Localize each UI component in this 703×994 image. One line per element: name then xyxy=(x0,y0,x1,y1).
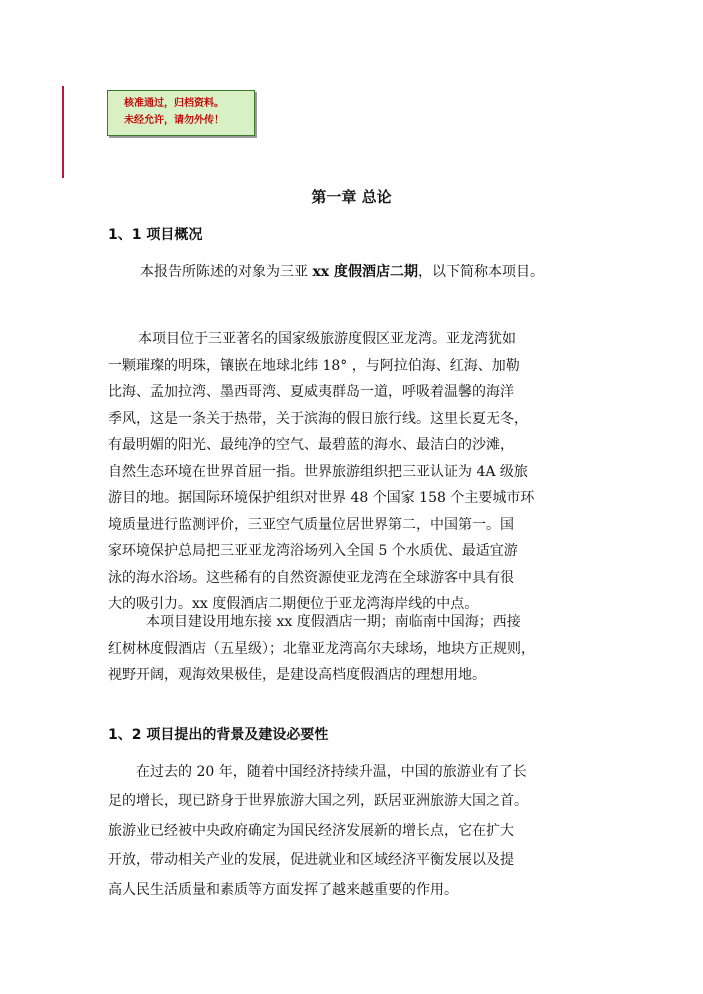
paragraph-line: 比海、孟加拉湾、墨西哥湾、夏威夷群岛一道，呼吸着温馨的海洋 xyxy=(108,384,514,400)
paragraph-line: 足的增长，现已跻身于世界旅游大国之列，跃居亚洲旅游大国之首。 xyxy=(108,793,528,810)
paragraph-line: 红树林度假酒店（五星级）；北靠亚龙湾高尔夫球场，地块方正规则， xyxy=(108,640,535,657)
paragraph-line: 旅游业已经被中央政府确定为国民经济发展新的增长点，它在扩大 xyxy=(108,822,514,839)
paragraph-line: 游目的地。据国际环境保护组织对世界 48 个国家 158 个主要城市环 xyxy=(108,490,535,506)
section-1-heading: 1、1 项目概况 xyxy=(108,227,203,243)
paragraph-line: 家环境保护总局把三亚亚龙湾浴场列入全国 5 个水质优、最适宜游 xyxy=(108,543,518,559)
paragraph-line: 季风，这是一条关于热带，关于滨海的假日旅行线。这里长夏无冬， xyxy=(108,410,528,427)
intro-prefix: 本报告所陈述的对象为三亚 xyxy=(140,264,313,280)
paragraph-line: 一颗璀璨的明珠，镶嵌在地球北纬 18° ，与阿拉伯海、红海、加勒 xyxy=(108,357,520,374)
confidential-stamp xyxy=(107,90,255,136)
stamp-line-2: 未经允许，请勿外传！ xyxy=(124,115,224,126)
section-2-heading: 1、2 项目提出的背景及建设必要性 xyxy=(108,727,329,743)
project-name: xx 度假酒店二期 xyxy=(312,264,419,280)
margin-line xyxy=(62,86,64,178)
paragraph-line: 本项目建设用地东接 xx 度假酒店一期；南临南中国海；西接 xyxy=(146,614,521,630)
chapter-title: 第一章 总论 xyxy=(311,188,392,206)
intro-suffix: ，以下简称本项目。 xyxy=(418,264,545,280)
paragraph-line: 视野开阔，观海效果极佳，是建设高档度假酒店的理想用地。 xyxy=(108,667,486,683)
paragraph-line: 自然生态环境在世界首屈一指。世界旅游组织把三亚认证为 4A 级旅 xyxy=(108,463,528,480)
section-1-paragraph-1 xyxy=(108,326,534,618)
paragraph-line: 大的吸引力。xx 度假酒店二期便位于亚龙湾海岸线的中点。 xyxy=(108,596,479,612)
paragraph-line: 有最明媚的阳光、最纯净的空气、最碧蓝的海水、最洁白的沙滩， xyxy=(108,437,514,453)
paragraph-line: 本项目位于三亚著名的国家级旅游度假区亚龙湾。亚龙湾犹如 xyxy=(138,331,516,347)
paragraph-line: 泳的海水浴场。这些稀有的自然资源使亚龙湾在全球游客中具有很 xyxy=(108,569,514,586)
section-1-intro xyxy=(140,259,544,286)
stamp-line-1: 核准通过，归档资料。 xyxy=(124,98,224,109)
paragraph-line: 境质量进行监测评价，三亚空气质量位居世界第二，中国第一。国 xyxy=(108,516,514,533)
paragraph-line: 在过去的 20 年，随着中国经济持续升温，中国的旅游业有了长 xyxy=(136,764,527,780)
section-2-paragraph xyxy=(108,758,528,905)
section-1-paragraph-2 xyxy=(108,609,535,689)
paragraph-line: 开放，带动相关产业的发展，促进就业和区域经济平衡发展以及提 xyxy=(108,852,514,869)
paragraph-line: 高人民生活质量和素质等方面发挥了越来越重要的作用。 xyxy=(108,881,458,898)
